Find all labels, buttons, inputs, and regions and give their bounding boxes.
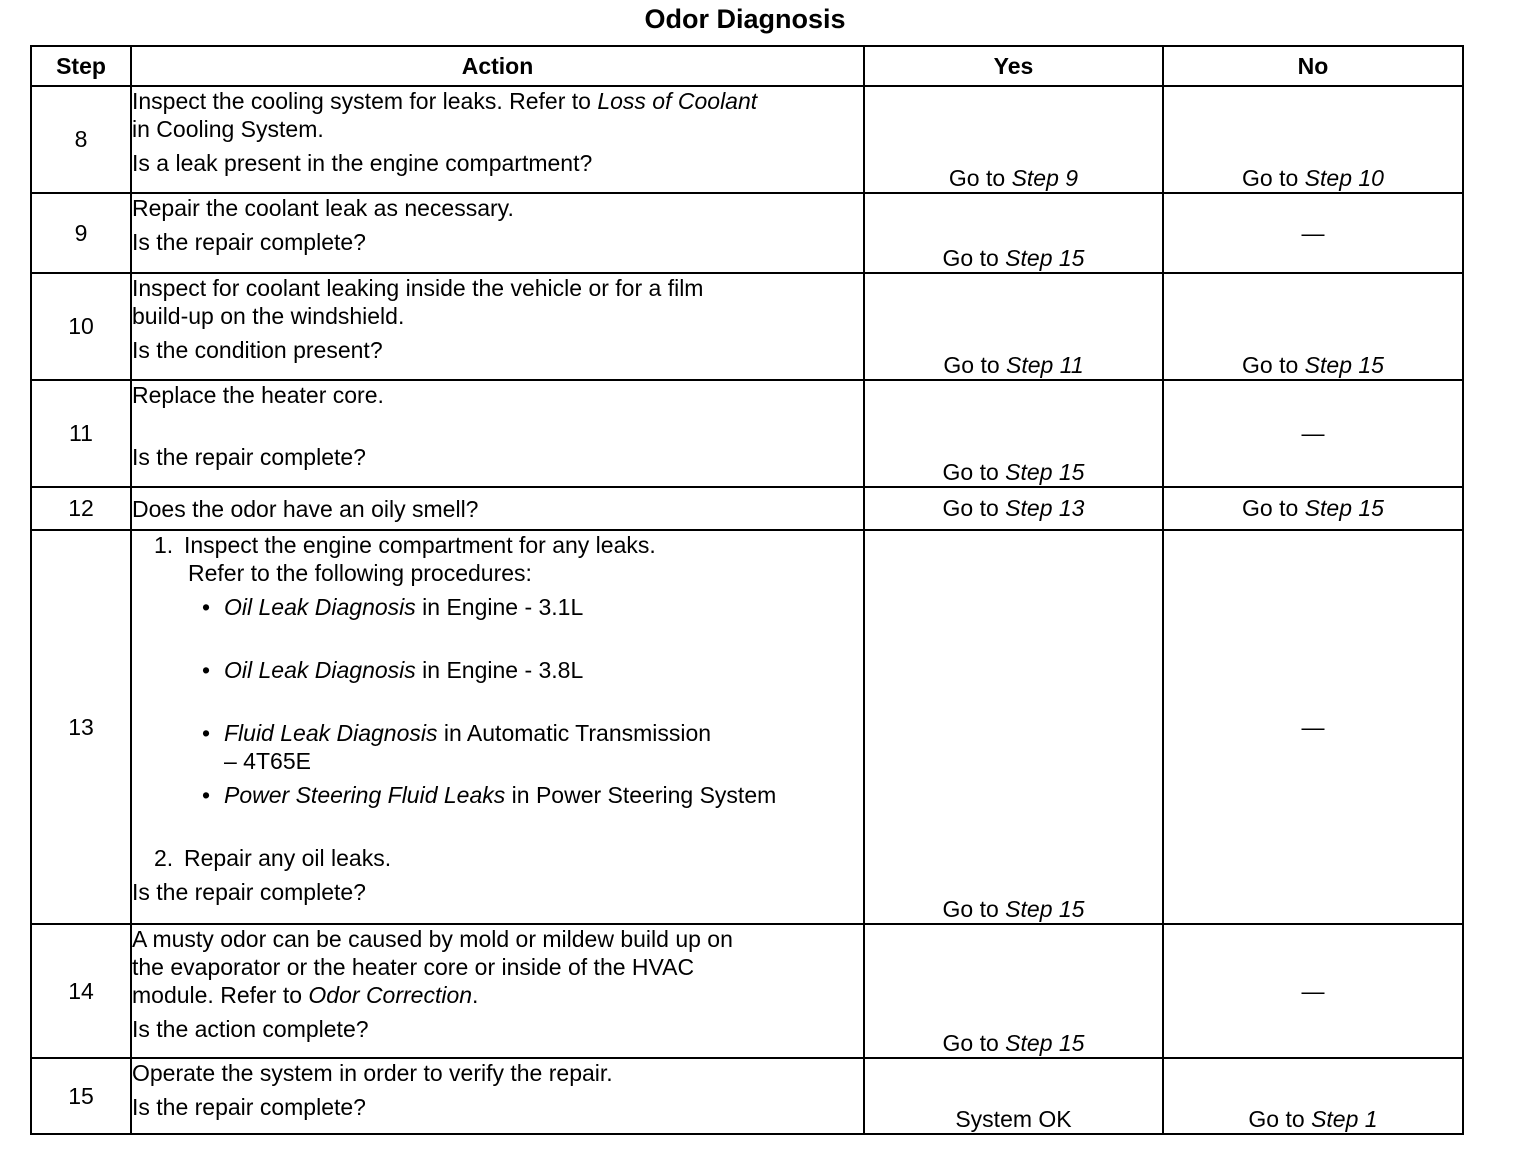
action-cell xyxy=(131,487,864,530)
question-text: Is the repair complete? xyxy=(132,444,366,470)
header-yes: Yes xyxy=(864,46,1163,86)
reference-link: Power Steering Fluid Leaks xyxy=(224,782,506,808)
table-row xyxy=(31,273,1463,380)
yes-cell: Go to Step 11 xyxy=(864,273,1163,380)
action-cell: Operate the system in order to verify the repair. Is the repair complete? xyxy=(131,1058,864,1134)
action-cell: Inspect the cooling system for leaks. Refer to Loss of Coolant in Cooling System. Is a leak present in the engine compartment? xyxy=(131,86,864,193)
table-row xyxy=(31,193,1463,273)
list-item: • Oil Leak Diagnosis in Engine - 3.1L xyxy=(202,594,584,620)
odor-diagnosis-table xyxy=(30,45,1464,1135)
step-number: 15 xyxy=(31,1058,131,1134)
reference-link: Loss of Coolant xyxy=(597,88,758,114)
reference-link: Odor Correction xyxy=(308,982,473,1008)
action-cell: A musty odor can be caused by mold or mildew build up on the evaporator or the heater core or inside of the HVAC module. Refer to Odor Correction. Is the action complete? xyxy=(131,924,864,1058)
yes-cell: Go to Step 13 xyxy=(864,487,1163,530)
action-cell: Replace the heater core. Is the repair complete? xyxy=(131,380,864,487)
yes-cell: System OK xyxy=(864,1058,1163,1134)
action-cell: Inspect for coolant leaking inside the vehicle or for a film build-up on the windshield. Is the condition present? xyxy=(131,273,864,380)
table-row xyxy=(31,487,1463,530)
question-text: Is the repair complete? xyxy=(132,1094,366,1120)
step-number: 10 xyxy=(31,273,131,380)
question-text: Does the odor have an oily smell? xyxy=(132,495,479,522)
question-text: Is the repair complete? xyxy=(132,229,366,255)
question-text: Is the repair complete? xyxy=(132,879,366,905)
step-number: 14 xyxy=(31,924,131,1058)
yes-cell: Go to Step 15 xyxy=(864,924,1163,1058)
step-number: 8 xyxy=(31,86,131,193)
yes-cell: Go to Step 9 xyxy=(864,86,1163,193)
list-item: • Oil Leak Diagnosis in Engine - 3.8L xyxy=(202,657,584,683)
no-cell: — xyxy=(1163,193,1463,273)
action-cell: Repair the coolant leak as necessary. Is the repair complete? xyxy=(131,193,864,273)
header-no: No xyxy=(1163,46,1463,86)
question-text: Is the action complete? xyxy=(132,1016,369,1042)
step-number: 13 xyxy=(31,530,131,924)
header-row xyxy=(31,46,1463,86)
reference-link: Fluid Leak Diagnosis xyxy=(224,720,438,746)
table-row xyxy=(31,530,1463,924)
yes-cell: Go to Step 15 xyxy=(864,530,1163,924)
list-item: • Power Steering Fluid Leaks in Power Steering System xyxy=(202,782,777,808)
table-row xyxy=(31,924,1463,1058)
table-row xyxy=(31,380,1463,487)
step-number: 12 xyxy=(31,487,131,530)
table-row xyxy=(31,86,1463,193)
no-cell: — xyxy=(1163,380,1463,487)
header-step: Step xyxy=(31,46,131,86)
page-title: Odor Diagnosis xyxy=(644,4,846,34)
step-number: 9 xyxy=(31,193,131,273)
reference-link: Oil Leak Diagnosis xyxy=(224,657,416,683)
question-text: Is the condition present? xyxy=(132,337,383,363)
no-cell: — xyxy=(1163,530,1463,924)
list-item: • Fluid Leak Diagnosis in Automatic Transmission – 4T65E xyxy=(202,720,712,774)
step-number: 11 xyxy=(31,380,131,487)
header-action: Action xyxy=(131,46,864,86)
reference-link: Oil Leak Diagnosis xyxy=(224,594,416,620)
no-cell: Go to Step 10 xyxy=(1163,86,1463,193)
question-text: Is a leak present in the engine compartment? xyxy=(132,150,593,176)
no-cell: — xyxy=(1163,924,1463,1058)
no-cell: Go to Step 1 xyxy=(1163,1058,1463,1134)
table-row xyxy=(31,1058,1463,1134)
no-cell: Go to Step 15 xyxy=(1163,487,1463,530)
yes-cell: Go to Step 15 xyxy=(864,380,1163,487)
yes-cell: Go to Step 15 xyxy=(864,193,1163,273)
no-cell: Go to Step 15 xyxy=(1163,273,1463,380)
action-cell: 1. Inspect the engine compartment for any leaks. Refer to the following procedures: • Oil Leak Diagnosis in Engine - 3.1L • Oil Leak Diagnosis in Engine - 3.8L • Fluid Leak Diagnosis in Automatic Transmission – 4T65E • Power Steering Fluid Leaks in Power Steering System 2. Repair any oil leaks. Is the repair complete? xyxy=(131,530,864,924)
